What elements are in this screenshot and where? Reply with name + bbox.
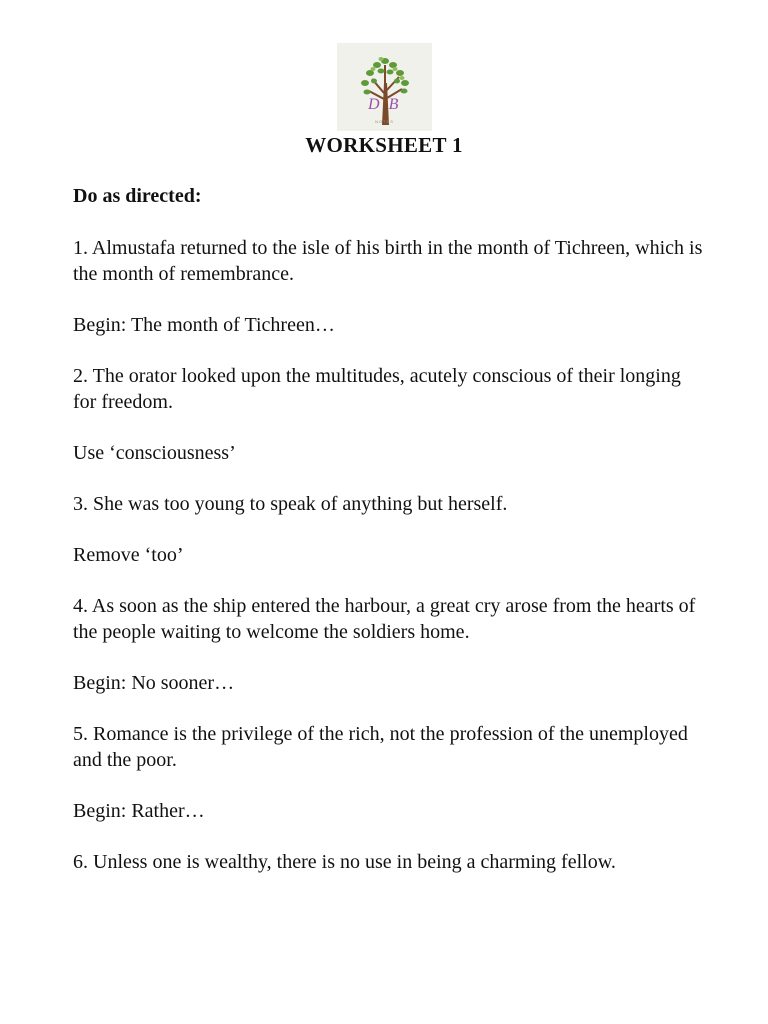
directive-text: Remove ‘too’: [73, 544, 184, 567]
question-text: 4. As soon as the ship entered the harbour, a great cry arose from the hearts of the people waiting to welcome the soldiers home.: [73, 595, 696, 643]
worksheet-title: WORKSHEET 1: [305, 133, 463, 157]
instructions-heading: Do as directed:: [73, 185, 202, 207]
worksheet-items: [73, 236, 703, 901]
question-text: 1. Almustafa returned to the isle of his birth in the month of Tichreen, which is the month of remembrance.: [73, 237, 703, 285]
tree-logo-icon: [337, 43, 432, 131]
logo-letters: D B: [368, 96, 399, 113]
question-text: 3. She was too young to speak of anything but herself.: [73, 492, 508, 515]
directive-text: Begin: The month of Tichreen…: [73, 313, 335, 336]
brand-logo: [337, 43, 432, 131]
logo-subtitle: NOTES: [375, 119, 394, 124]
directive-text: Begin: No sooner…: [73, 672, 235, 695]
question-text: 6. Unless one is wealthy, there is no use in being a charming fellow.: [73, 851, 616, 874]
question-text: 2. The orator looked upon the multitudes, acutely conscious of their longing for freedom.: [73, 364, 681, 413]
question-text: 5. Romance is the privilege of the rich, not the profession of the unemployed and the poor.: [73, 723, 688, 771]
directive-text: Begin: Rather…: [73, 800, 205, 823]
directive-text: Use ‘consciousness’: [73, 441, 236, 464]
